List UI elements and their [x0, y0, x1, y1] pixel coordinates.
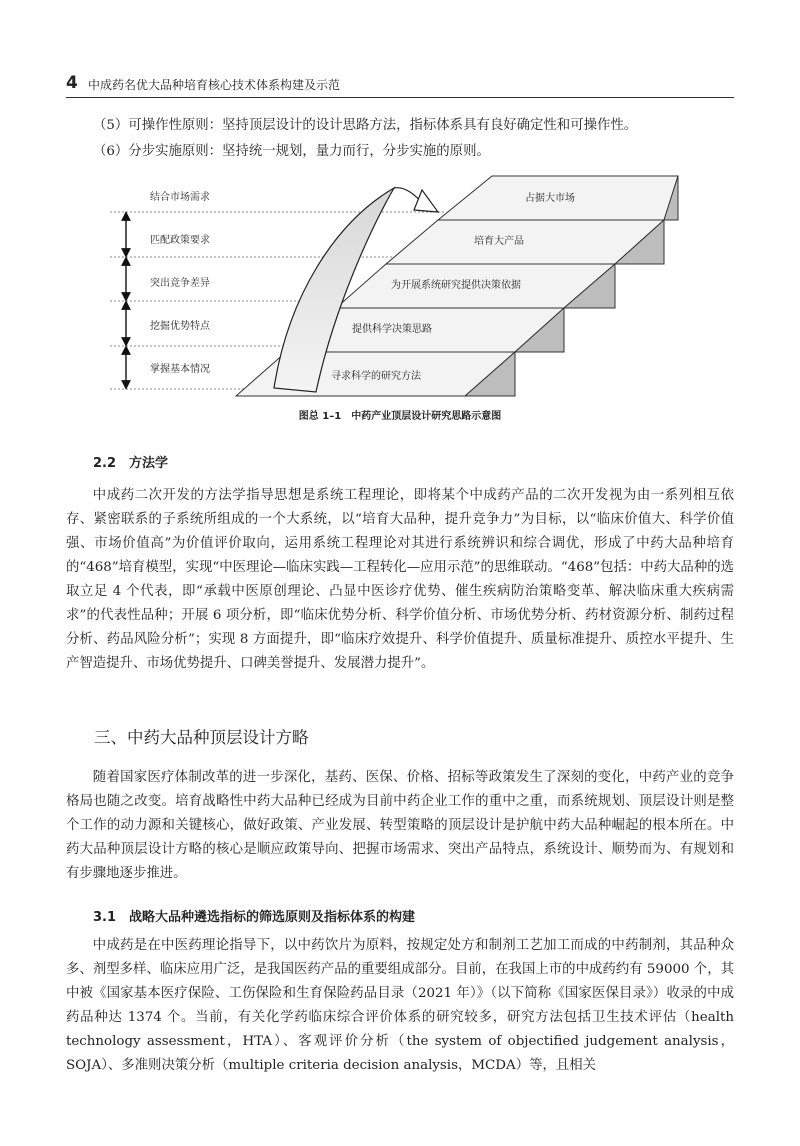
section-3-1-heading: 3.1 战略大品种遴选指标的筛选原则及指标体系的构建: [93, 910, 416, 925]
header-rule: [66, 97, 734, 98]
left-label: 挖掘优势特点: [150, 321, 210, 332]
step-label: 培育大产品: [474, 236, 524, 247]
section-2-2-paragraph: 中成药二次开发的方法学指导思想是系统工程理论，即将某个中成药产品的二次开发视为由一系列相互依存、紧密联系的子系统所组成的一个大系统，以“培育大品种，提升竞争力”为目标，以“临床价值大、科学价值强、市场价值高”为价值评价取向，运用系统工程理论对其进行系统辨识和综合调优，形成了中药大品种培育的“468”培育模型，实现“中医理论—临床实践—工程转化—应用示范”的思维联动。“468”包括：中药大品种的选取立足 4 个代表，即“承载中医原创理论、凸显中医诊疗优势、催生疾病防治策略变革、解决临床重大疾病需求”的代表性品种；开展 6 项分析，即“临床优势分析、科学价值分析、市场优势分析、药材资源分析、制药过程分析、药品风险分析”；实现 8 方面提升，即“临床疗效提升、科学价值提升、质量标准提升、质控水平提升、生产智造提升、市场优势提升、口碑美誉提升、发展潜力提升”。: [66, 488, 734, 671]
section-3-1-paragraph: 中成药是在中医药理论指导下，以中药饮片为原料，按规定处方和制剂工艺加工而成的中药制剂，其品种众多、剂型多样、临床应用广泛，是我国医药产品的重要组成部分。目前，在我国上市的中成药约有 59000 个，其中被《国家基本医疗保险、工伤保险和生育保险药品目录（2021 年）》（以下简称《国家医保目录》）收录的中成药品种达 1374 个。当前，有关化学药临床综合评价体系的研究较多，研究方法包括卫生技术评估（health technology assessment，HTA）、客观评价分析（the system of objectified judgement analysis，SOJA）、多准则决策分析（multiple criteria decision analysis，MCDA）等，且相关: [66, 938, 734, 1073]
principle-5: （5）可操作性原则：坚持顶层设计的设计思路方法，指标体系具有良好确定性和可操作性。: [93, 118, 638, 133]
left-label: 匹配政策要求: [150, 235, 210, 246]
section-2-2-heading: 2.2 方法学: [93, 456, 169, 471]
design-roadmap-diagram: [66, 168, 734, 430]
left-label: 结合市场需求: [150, 192, 210, 203]
page-number: 4: [66, 73, 78, 93]
left-label: 掌握基本情况: [150, 364, 210, 375]
figure-caption: 图总 1–1 中药产业顶层设计研究思路示意图: [298, 411, 502, 422]
running-title: 中成药名优大品种培育核心技术体系构建及示范: [88, 78, 341, 92]
step-label: 寻求科学的研究方法: [331, 371, 421, 382]
principle-6: （6）分步实施原则：坚持统一规划，量力而行，分步实施的原则。: [93, 144, 490, 159]
step-label: 提供科学决策思路: [352, 324, 432, 335]
section-3-paragraph: 随着国家医疗体制改革的进一步深化，基药、医保、价格、招标等政策发生了深刻的变化，中药产业的竞争格局也随之改变。培育战略性中药大品种已经成为目前中药企业工作的重中之重，而系统规划、顶层设计则是整个工作的动力源和关键核心，做好政策、产业发展、转型策略的顶层设计是护航中药大品种崛起的根本所在。中药大品种顶层设计方略的核心是顺应政策导向、把握市场需求、突出产品特点，系统设计、顺势而为、有规划和有步骤地逐步推进。: [66, 770, 734, 881]
step-label: 占据大市场: [525, 193, 575, 204]
step-label: 为开展系统研究提供决策依据: [391, 280, 521, 291]
curve-arrowhead: [414, 190, 438, 212]
left-label: 突出竞争差异: [150, 278, 210, 289]
section-3-heading: 三、中药大品种顶层设计方略: [94, 728, 309, 747]
